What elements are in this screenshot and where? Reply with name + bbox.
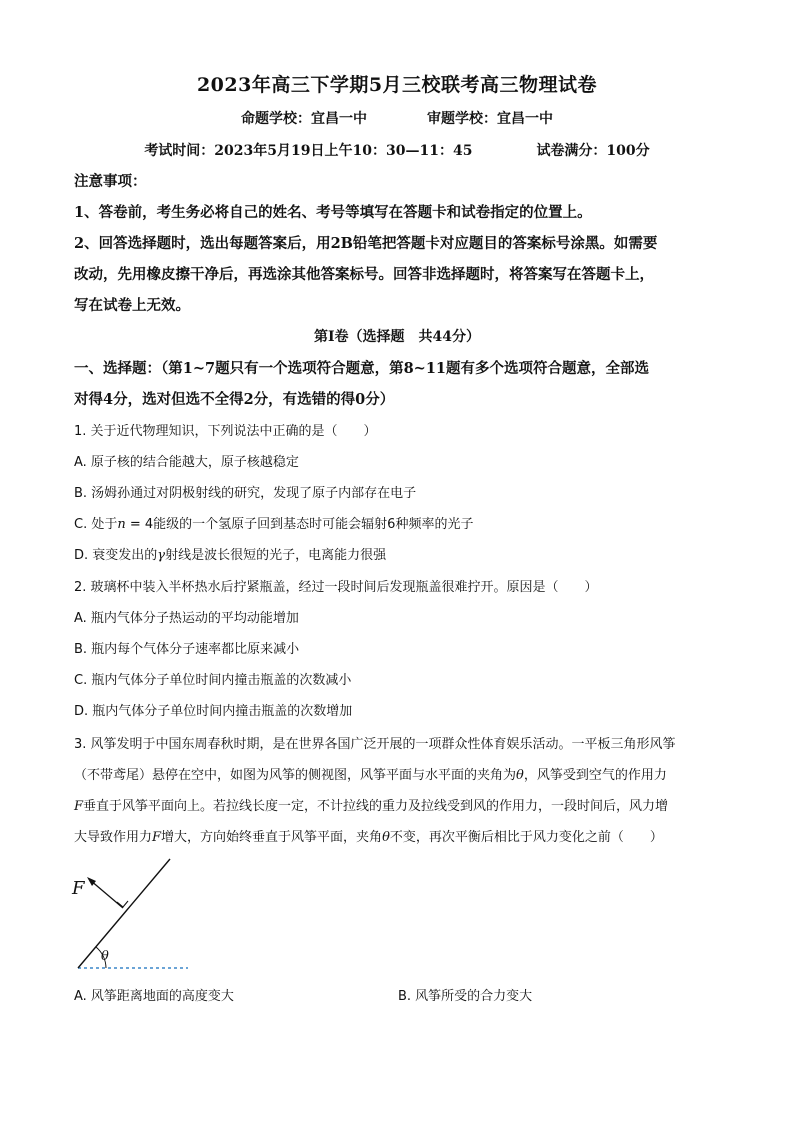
part-1-instructions-line-1: 一、选择题：（第1~7题只有一个选项符合题意，第8~11题有多个选项符合题意，全部选 (74, 360, 649, 377)
note-item-2-line-1: 2、回答选择题时，选出每题答案后，用2B铅笔把答题卡对应题目的答案标号涂黑。如需要 (74, 235, 658, 252)
q3-line-4 (74, 822, 724, 853)
q1-stem: 1. 关于近代物理知识，下列说法中正确的是（ ） (74, 424, 377, 439)
q1-option-d (74, 540, 724, 571)
reviewer-school: 审题学校：宜昌一中 (427, 111, 553, 127)
q3-line-2-pre: （不带鸢尾）悬停在空中，如图为风筝的侧视图，风筝平面与水平面的夹角为 (74, 768, 517, 783)
kite-figure (66, 856, 206, 976)
q1-c-var: n (117, 517, 126, 532)
q2-option-b: B. 瓶内每个气体分子速率都比原来减小 (74, 642, 300, 657)
q3-theta-2: θ (382, 830, 390, 845)
q1-c-num: 6 (387, 517, 396, 532)
exam-title: 2023年高三下学期5月三校联考高三物理试卷 (196, 74, 598, 96)
q1-option-c (74, 509, 724, 540)
q2-option-d: D. 瓶内气体分子单位时间内撞击瓶盖的次数增加 (74, 704, 353, 719)
exam-time: 考试时间：2023年5月19日上午10：30—11：45 (144, 143, 473, 159)
q1-d-post: 射线是波长很短的光子，电离能力很强 (165, 548, 387, 563)
q1-d-pre: D. 衰变发出的 (74, 548, 158, 563)
note-item-1: 1、答卷前，考生务必将自己的姓名、考号等填写在答题卡和试卷指定的位置上。 (74, 204, 592, 221)
q2-option-c: C. 瓶内气体分子单位时间内撞击瓶盖的次数减小 (74, 673, 352, 688)
q3-option-b: B. 风筝所受的合力变大 (398, 989, 533, 1004)
q3-line-3-post: 垂直于风筝平面向上。若拉线长度一定，不计拉线的重力及拉线受到风的作用力，一段时间后，风力增 (83, 799, 669, 814)
exam-score: 试卷满分：100分 (536, 143, 650, 159)
q3-line-2 (74, 760, 724, 791)
angle-label: θ (101, 949, 109, 964)
force-arrow-line (90, 880, 123, 908)
q1-c-pre: C. 处于 (74, 517, 118, 532)
kite-plane-line (78, 859, 170, 968)
q1-d-var: γ (157, 548, 166, 563)
notes-heading: 注意事项： (74, 173, 147, 190)
q3-option-a: A. 风筝距离地面的高度变大 (74, 989, 234, 1004)
q3-force-symbol: F (74, 799, 84, 814)
proposer-school: 命题学校：宜昌一中 (241, 111, 367, 127)
q2-stem: 2. 玻璃杯中装入半杯热水后拧紧瓶盖，经过一段时间后发现瓶盖很难拧开。原因是（ ） (74, 580, 598, 595)
q1-c-post: 种频率的光子 (395, 517, 474, 532)
school-info (0, 108, 794, 128)
q3-line-4-pre: 大导致作用力 (74, 830, 153, 845)
exam-info (0, 140, 794, 160)
q2-option-a: A. 瓶内气体分子热运动的平均动能增加 (74, 611, 299, 626)
q1-option-a: A. 原子核的结合能越大，原子核越稳定 (74, 455, 299, 470)
note-item-2-line-3: 写在试卷上无效。 (74, 297, 190, 314)
q3-line-2-post: ，风筝受到空气的作用力 (523, 768, 667, 783)
q1-c-eq: = 4 (125, 517, 154, 532)
q3-line-3 (74, 791, 724, 822)
q3-line-1: 3. 风筝发明于中国东周春秋时期，是在世界各国广泛开展的一项群众性体育娱乐活动。一平板三角形风筝 (74, 737, 676, 752)
force-label: F (72, 878, 85, 899)
note-item-2-line-2: 改动，先用橡皮擦干净后，再选涂其他答案标号。回答非选择题时，将答案写在答题卡上， (74, 266, 654, 283)
q1-option-b: B. 汤姆孙通过对阴极射线的研究，发现了原子内部存在电子 (74, 486, 417, 501)
q3-line-4-mid: 增大，方向始终垂直于风筝平面，夹角 (161, 830, 383, 845)
part-1-title: 第Ⅰ卷（选择题 共44分） (313, 329, 481, 345)
q3-force-symbol-2: F (152, 830, 162, 845)
q3-theta: θ (516, 768, 524, 783)
q3-line-4-post: 不变，再次平衡后相比于风力变化之前（ ） (389, 830, 663, 845)
part-1-instructions-line-2: 对得4分，选对但选不全得2分，有选错的得0分） (74, 391, 395, 408)
q1-c-mid: 能级的一个氢原子回到基态时可能会辐射 (153, 517, 388, 532)
